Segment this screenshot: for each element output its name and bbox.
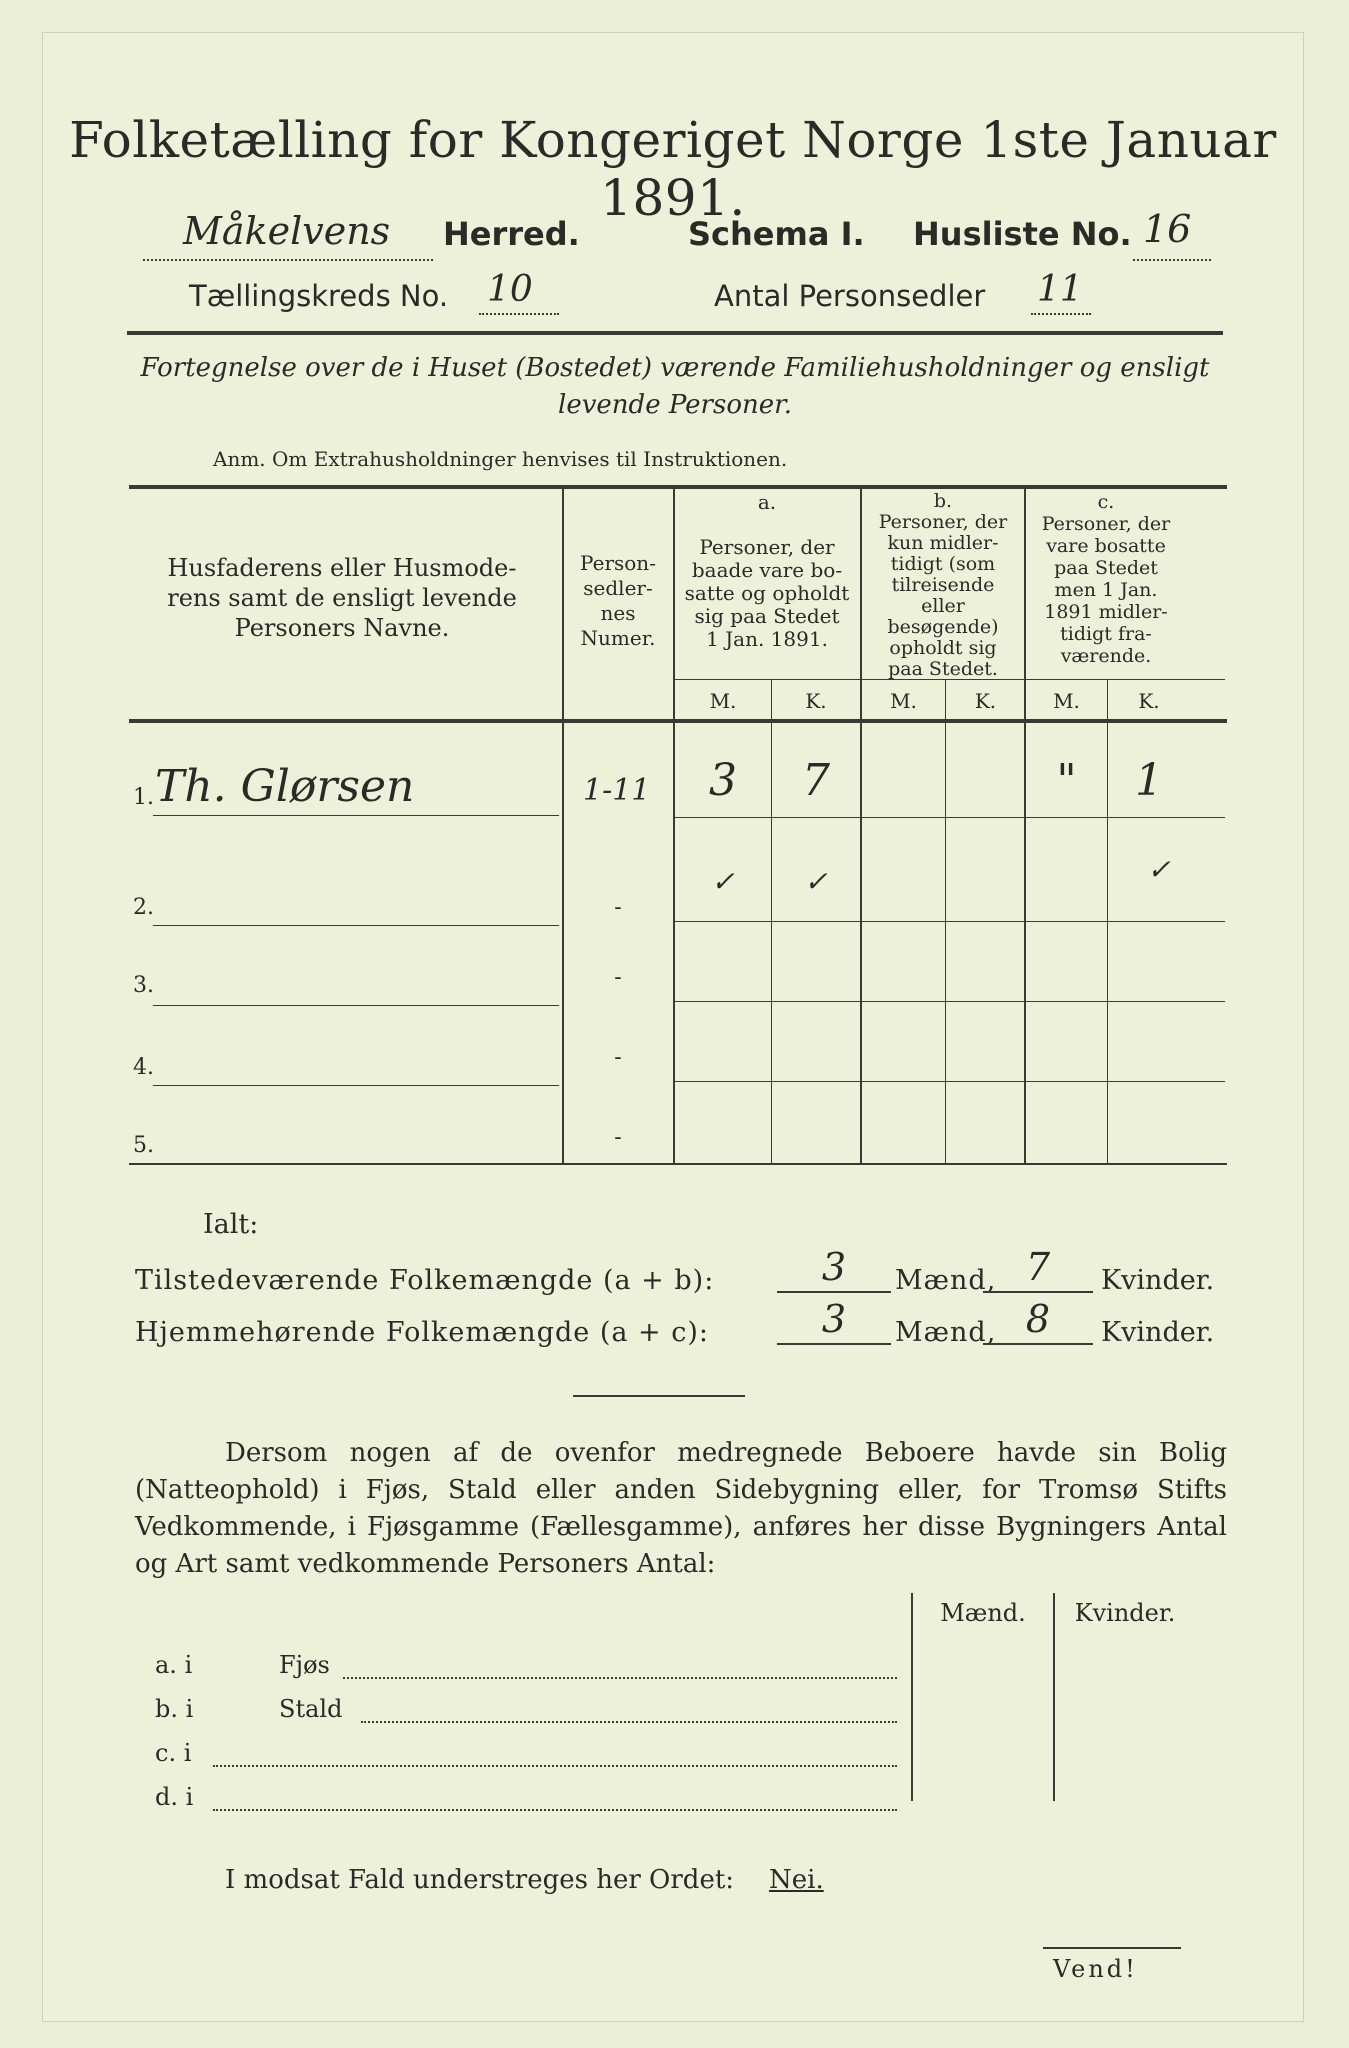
intro-note: Anm. Om Extrahusholdninger henvises til Instruktionen.	[213, 447, 788, 471]
totals-line-1-kvinder: Kvinder.	[1101, 1265, 1215, 1296]
header-person-numbers: Person- sedler- nes Numer.	[580, 551, 656, 650]
totals-line-1-k: 7	[1025, 1245, 1051, 1289]
col-a-m: M.	[709, 689, 737, 713]
vend-label: Vend!	[1053, 1955, 1138, 1983]
row-1-a-k: 7	[802, 755, 830, 806]
herred-value: Måkelvens	[183, 209, 391, 253]
totals-line-2-kvinder: Kvinder.	[1101, 1317, 1215, 1348]
totals-line-1-maend: Mænd,	[895, 1265, 997, 1296]
row-1-number: 1.	[133, 785, 154, 810]
row-4-num: -	[614, 1045, 622, 1070]
building-d-letter: d. i	[155, 1783, 194, 1811]
row-5-number: 5.	[133, 1133, 154, 1158]
schema-label: Schema I.	[688, 215, 865, 253]
row-4-number: 4.	[133, 1055, 154, 1080]
totals-line-2-label: Hjemmehørende Folkemængde (a + c):	[135, 1317, 709, 1348]
kreds-label: Tællingskreds No.	[189, 279, 449, 313]
section-divider	[573, 1395, 745, 1397]
kreds-value: 10	[487, 269, 533, 310]
buildings-col-kvinder: Kvinder.	[1074, 1599, 1176, 1627]
header-names: Husfaderens eller Husmode- rens samt de ensligt levende Personers Navne.	[167, 554, 517, 642]
col-b-k: K.	[974, 689, 997, 713]
header-col-c: c. Personer, der vare bosatte paa Stedet men 1 Jan. 1891 midler- tidigt fra- værende.	[1041, 491, 1171, 667]
building-c-letter: c. i	[155, 1739, 192, 1767]
row-2-number: 2.	[133, 895, 154, 920]
header-col-b: b. Personer, der kun midler- tidigt (som tilreisende eller besøgende) opholdt sig paa Stedet.	[878, 490, 1008, 680]
buildings-paragraph: Dersom nogen af de ovenfor medregnede Beboere havde sin Bolig (Natteophold) i Fjøs, Stald eller anden Sidebygning eller, for Tromsø Stifts Vedkommende, i Fjøsgamme (Fællesgamme), anføres her disse Bygningers Antal og Art samt vedkommende Personers Antal:	[135, 1438, 1227, 1579]
row-2-num: -	[614, 895, 622, 920]
table-bottom-rule	[129, 1163, 1227, 1165]
buildings-col-maend: Mænd.	[940, 1599, 1026, 1627]
col-c-m: M.	[1053, 689, 1080, 713]
row-3-num: -	[614, 965, 622, 990]
intro-line-2: levende Personer.	[558, 390, 792, 420]
row-2-a-m: ✓	[711, 865, 735, 898]
antal-value: 11	[1037, 269, 1083, 310]
header-bottom-rule	[129, 719, 1227, 723]
ialt-label: Ialt:	[203, 1209, 259, 1240]
building-a-label: Fjøs	[279, 1651, 330, 1679]
totals-line-2-k: 8	[1025, 1297, 1051, 1341]
row-1-name: Th. Glørsen	[155, 761, 415, 812]
building-b-label: Stald	[279, 1695, 343, 1723]
totals-line-1-label: Tilstedeværende Folkemængde (a + b):	[135, 1265, 715, 1296]
totals-line-2-m: 3	[821, 1297, 847, 1341]
footer-text: I modsat Fald understreges her Ordet:	[225, 1865, 735, 1895]
header-col-a: a. Personer, der baade vare bo- satte og opholdt sig paa Stedet 1 Jan. 1891.	[684, 490, 850, 651]
form-title: Folketælling for Kongeriget Norge 1ste Januar 1891.	[69, 111, 1277, 227]
row-1-a-m: 3	[709, 755, 737, 806]
row-2-c-k: ✓	[1147, 853, 1171, 886]
herred-label: Herred.	[443, 215, 580, 253]
row-3-number: 3.	[133, 973, 154, 998]
footer-word-nei: Nei.	[769, 1865, 824, 1895]
col-b-m: M.	[890, 689, 917, 713]
antal-label: Antal Personsedler	[714, 279, 986, 313]
husliste-value: 16	[1143, 207, 1192, 251]
row-1-c-k: 1	[1135, 755, 1163, 806]
husliste-label: Husliste No.	[913, 215, 1132, 253]
intro-line-1: Fortegnelse over de i Huset (Bostedet) værende Familiehusholdninger og ensligt	[140, 353, 1210, 383]
col-c-k: K.	[1138, 689, 1160, 713]
header-rule	[127, 331, 1223, 335]
totals-line-2-maend: Mænd,	[895, 1317, 997, 1348]
row-1-num: 1-11	[583, 773, 651, 808]
row-1-c-m: "	[1056, 755, 1077, 806]
census-form	[42, 32, 1304, 2022]
col-a-k: K.	[805, 689, 827, 713]
building-b-letter: b. i	[155, 1695, 194, 1723]
building-a-letter: a. i	[155, 1651, 193, 1679]
row-5-num: -	[614, 1125, 622, 1150]
row-2-a-k: ✓	[804, 865, 828, 898]
table-top-rule	[129, 485, 1227, 489]
totals-line-1-m: 3	[821, 1245, 847, 1289]
